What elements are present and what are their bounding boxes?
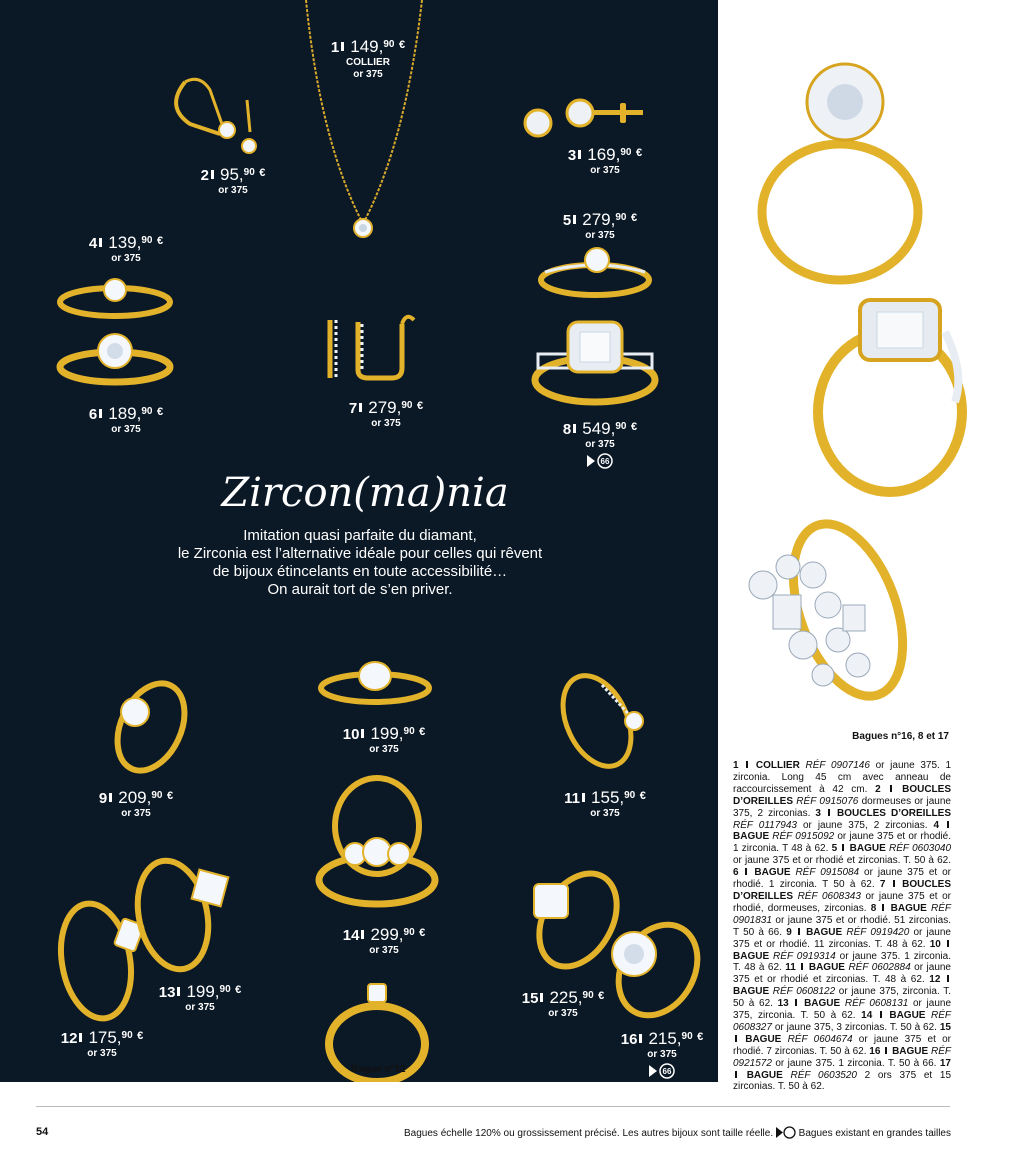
ring-16-photo — [745, 62, 935, 287]
price-item-7: 7 279,90 € or 375 — [348, 398, 424, 429]
ring-8-image — [530, 312, 660, 412]
description-item: 11 BAGUE RÉF 0602884 or jaune 375 et or rhodié et zirconias. T. 48 à 62. — [733, 962, 951, 986]
collection-title — [220, 462, 510, 522]
earrings-7-image — [322, 310, 422, 385]
description-item: 17 BAGUE RÉF 0603520 2 ors 375 et 15 zirconias. T. 50 à 62. — [733, 1057, 952, 1093]
price-item-11: 11 155,90 € or 375 — [564, 788, 646, 819]
price-item-16: 16 215,90 € or 375 66 — [612, 1030, 712, 1083]
photos-caption: Bagues n°16, 8 et 17 — [852, 731, 949, 742]
description-item: 13 BAGUE RÉF 0608131 or jaune 375, zirconia. T. 50 à 62. — [733, 998, 952, 1022]
svg-text:66: 66 — [600, 457, 610, 466]
price-item-9: 9 209,90 € or 375 — [98, 788, 174, 819]
ring-17-photo — [733, 505, 923, 720]
price-item-10: 10 199,90 € or 375 — [342, 724, 426, 755]
description-item: 12 BAGUE RÉF 0608122 or jaune 375, zirconia. T. 50 à 62. — [733, 974, 951, 1010]
price-item-15: 15 225,90 € or 375 — [521, 988, 605, 1019]
description-item: 14 BAGUE RÉF 0608327 or jaune 375, 3 zirconias. T. 50 à 62. — [733, 1010, 952, 1033]
earrings-2-image — [165, 72, 265, 162]
ring-11-image — [552, 665, 652, 775]
price-item-4: 4 139,90 € or 375 — [88, 233, 164, 264]
earrings-3-image — [520, 95, 655, 145]
price-item-3: 3 169,90 € or 375 — [567, 145, 643, 176]
price-item-1: 1 149,90 € COLLIER or 375 — [330, 37, 406, 80]
price-item-14: 14 299,90 € or 375 — [342, 925, 426, 956]
play-circle-icon — [586, 453, 614, 469]
footer-note: Bagues échelle 120% ou grossissement précisé. Les autres bijoux sont taille réelle. Bagues existant en grandes tailles — [404, 1126, 951, 1142]
product-descriptions — [733, 760, 951, 1093]
description-item: 1 COLLIER RÉF 0907146 or jaune 375. 1 zirconia. Long 45 cm avec anneau de raccourcissement à 42 cm. — [733, 760, 952, 795]
ring-14-image — [315, 770, 445, 920]
description-item: 5 BAGUE RÉF 0603040 or jaune 375 et or rhodié et zirconias. T. 50 à 62. — [733, 843, 952, 867]
description-item: 7 BOUCLES D’OREILLES RÉF 0608343 or jaune 375 et or rhodié, dormeuses, zirconias. — [733, 879, 952, 914]
description-item: 2 BOUCLES D’OREILLES RÉF 0915076 dormeuses or jaune 375, 2 zirconias. — [733, 783, 951, 819]
description-item: 10 BAGUE RÉF 0919314 or jaune 375. 1 zirconia. T. 48 à 62. — [733, 938, 951, 974]
ring-9-image — [105, 672, 190, 777]
footer-divider — [36, 1106, 950, 1107]
svg-text:Zircon(ma)nia: Zircon(ma)nia — [221, 470, 509, 516]
ring-8-photo — [805, 292, 975, 502]
ring-5-image — [535, 240, 655, 305]
page-number: 54 — [36, 1126, 49, 1138]
ring-4-image — [55, 268, 175, 323]
price-item-5: 5 279,90 € or 375 — [562, 210, 638, 241]
play-circle-icon — [648, 1063, 676, 1079]
ring-12-label: Bague n°12 — [351, 1064, 406, 1075]
description-item: 4 BAGUE RÉF 0915092 or jaune 375 et or rhodié. 1 zirconia. T 48 à 62. — [733, 819, 951, 855]
price-item-8: 8 549,90 € or 375 66 — [550, 420, 650, 473]
description-item: 3 BOUCLES D’OREILLES RÉF 0117943 or jaune 375, 2 zirconias. — [733, 807, 951, 831]
description-item: 16 BAGUE RÉF 0921572 or jaune 375. 1 zirconia. T. 50 à 66. — [733, 1045, 952, 1069]
price-item-13: 13 199,90 € or 375 — [158, 982, 242, 1013]
large-size-badge — [648, 1063, 676, 1083]
ring-13-image — [125, 855, 235, 975]
ring-16-image — [598, 910, 708, 1025]
description-item: 8 BAGUE RÉF 0901831 or jaune 375 et or rhodié. 51 zirconias. T 50 à 66. — [733, 902, 951, 938]
price-item-2: 2 95,90 € or 375 — [200, 165, 266, 196]
description-item: 9 BAGUE RÉF 0919420 or jaune 375 et or rhodié. 11 zirconias. T. 48 à 62. — [733, 926, 951, 950]
ring-10-image — [315, 650, 435, 710]
ring-6-image — [55, 325, 175, 390]
price-item-12: 12 175,90 € or 375 — [60, 1028, 144, 1059]
play-circle-icon — [776, 1126, 796, 1142]
svg-text:66: 66 — [662, 1067, 672, 1076]
description-item: 15 BAGUE RÉF 0604674 or jaune 375 et or rhodié. 7 zirconias. T. 50 à 62. — [733, 1021, 951, 1057]
tagline: Imitation quasi parfaite du diamant, le Zirconia est l’alternative idéale pour celles qui rêvent de bijoux étincelants en toute accessibilité… On aurait tort de s’en priver. — [177, 527, 543, 598]
price-item-6: 6 189,90 € or 375 — [88, 404, 164, 435]
large-size-badge — [586, 453, 614, 473]
description-item: 6 BAGUE RÉF 0915084 or jaune 375 et or rhodié. 1 zirconia. T 50 à 62. — [733, 867, 952, 891]
